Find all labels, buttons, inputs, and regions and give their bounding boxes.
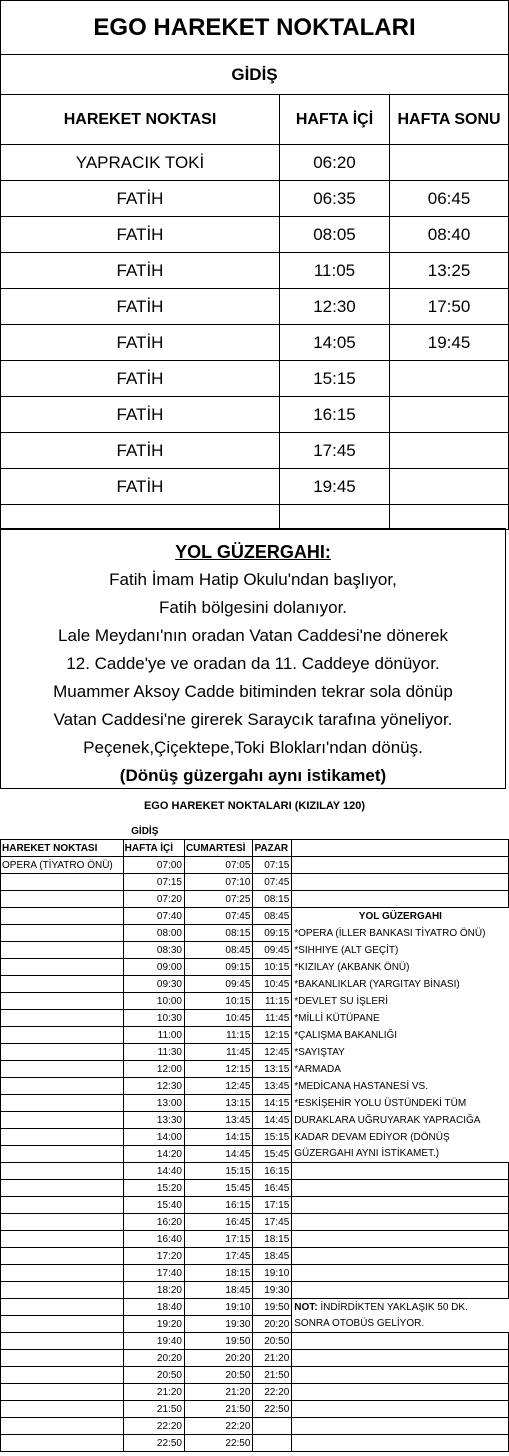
saturday-time: 17:15 [184, 1231, 252, 1248]
sunday-time: 15:15 [253, 1129, 292, 1146]
kizilay-header-pazar: PAZAR [253, 840, 292, 857]
table-row [1, 942, 509, 959]
kizilay-note: SONRA OTOBÜS GELİYOR. [294, 1318, 425, 1330]
sunday-time: 17:15 [253, 1197, 292, 1214]
saturday-time: 15:15 [184, 1163, 252, 1180]
kizilay-route-title: YOL GÜZERGAHI [358, 910, 442, 922]
saturday-time: 08:15 [184, 925, 252, 942]
sunday-time: 21:50 [253, 1367, 292, 1384]
saturday-time: 20:20 [184, 1350, 252, 1367]
saturday-time: 21:50 [184, 1401, 252, 1418]
sunday-time: 22:20 [253, 1384, 292, 1401]
table-row [1, 1214, 509, 1231]
weekday-time: 18:20 [123, 1282, 184, 1299]
sunday-time: 16:15 [253, 1163, 292, 1180]
saturday-time: 20:50 [184, 1367, 252, 1384]
table-row [1, 253, 509, 289]
weekday-time: 07:00 [123, 857, 184, 874]
weekday-time: 13:30 [123, 1112, 184, 1129]
kizilay-route-line: *BAKANLIKLAR (YARGITAY BİNASI) [294, 978, 460, 990]
sunday-time: 22:50 [253, 1401, 292, 1418]
weekday-time: 10:00 [123, 993, 184, 1010]
kizilay-route-line: *KIZILAY (AKBANK ÖNÜ) [294, 961, 410, 973]
weekday-time: 20:20 [123, 1350, 184, 1367]
table-row [1, 1010, 509, 1027]
table-row [1, 1078, 509, 1095]
weekday-time: 11:00 [123, 1027, 184, 1044]
weekday-time: 10:30 [123, 1010, 184, 1027]
table-row [1, 1367, 509, 1384]
sunday-time: 20:20 [253, 1316, 292, 1333]
table-row [1, 181, 509, 217]
kizilay-header-hareket-noktasi: HAREKET NOKTASI [1, 840, 124, 857]
saturday-time: 18:45 [184, 1282, 252, 1299]
table-row [1, 1384, 509, 1401]
weekday-time: 14:40 [123, 1163, 184, 1180]
kizilay-table-title: EGO HAREKET NOKTALARI (KIZILAY 120) [143, 800, 366, 812]
table-row [1, 1129, 509, 1146]
weekday-time: 15:15 [280, 361, 390, 397]
kizilay-header-hafta-ici: HAFTA İÇİ [123, 840, 184, 857]
departure-point: FATİH [1, 361, 280, 397]
weekday-time: 18:40 [123, 1299, 184, 1316]
weekday-time: 21:20 [123, 1384, 184, 1401]
kizilay-direction-label: GİDİŞ [131, 825, 159, 837]
sunday-time: 12:45 [253, 1044, 292, 1061]
weekend-time: 13:25 [390, 253, 509, 289]
note-text: İNDİRDİKTEN YAKLAŞIK 50 DK. [317, 1301, 468, 1313]
table-row [1, 1231, 509, 1248]
saturday-time: 14:45 [184, 1146, 252, 1163]
sunday-time: 10:15 [253, 959, 292, 976]
departure-point: FATİH [1, 289, 280, 325]
route-lines [1, 566, 505, 762]
sunday-time: 21:20 [253, 1350, 292, 1367]
sunday-time: 15:45 [253, 1146, 292, 1163]
table-row [1, 1044, 509, 1061]
saturday-time: 07:10 [184, 874, 252, 891]
table-row [1, 925, 509, 942]
saturday-time: 13:15 [184, 1095, 252, 1112]
weekend-time [390, 469, 509, 505]
saturday-time: 15:45 [184, 1180, 252, 1197]
sunday-time: 07:45 [253, 874, 292, 891]
header-hafta-ici: HAFTA İÇİ [280, 95, 390, 145]
sunday-time: 19:50 [253, 1299, 292, 1316]
weekday-time: 09:30 [123, 976, 184, 993]
weekday-time: 20:50 [123, 1367, 184, 1384]
table-row [1, 908, 509, 925]
weekday-time: 06:35 [280, 181, 390, 217]
saturday-time: 19:30 [184, 1316, 252, 1333]
table-row [1, 469, 509, 505]
departure-point: FATİH [1, 433, 280, 469]
weekday-time: 15:40 [123, 1197, 184, 1214]
weekday-time: 12:00 [123, 1061, 184, 1078]
weekday-time: 09:00 [123, 959, 184, 976]
sunday-time [253, 1418, 292, 1435]
table-row [1, 1401, 509, 1418]
departure-point: FATİH [1, 217, 280, 253]
route-line: Lale Meydanı'nın oradan Vatan Caddesi'ne dönerek [58, 626, 448, 645]
saturday-time: 09:15 [184, 959, 252, 976]
saturday-time: 10:15 [184, 993, 252, 1010]
saturday-time: 07:45 [184, 908, 252, 925]
kizilay-route-line: KADAR DEVAM EDİYOR (DÖNÜŞ [294, 1131, 450, 1143]
sunday-time: 08:45 [253, 908, 292, 925]
header-hareket-noktasi: HAREKET NOKTASI [1, 95, 280, 145]
weekday-time: 12:30 [280, 289, 390, 325]
sunday-time: 11:15 [253, 993, 292, 1010]
table-row [1, 1418, 509, 1435]
weekday-time: 06:20 [280, 145, 390, 181]
saturday-time: 22:20 [184, 1418, 252, 1435]
weekday-time: 16:40 [123, 1231, 184, 1248]
sunday-time: 12:15 [253, 1027, 292, 1044]
departure-point: FATİH [1, 253, 280, 289]
weekday-time: 15:20 [123, 1180, 184, 1197]
weekend-time [390, 145, 509, 181]
table-row [1, 891, 509, 908]
sunday-time: 19:10 [253, 1265, 292, 1282]
weekday-time: 14:05 [280, 325, 390, 361]
table-row [1, 1095, 509, 1112]
weekday-time: 14:00 [123, 1129, 184, 1146]
table-row [1, 1248, 509, 1265]
saturday-time: 18:15 [184, 1265, 252, 1282]
table-row [1, 1333, 509, 1350]
kizilay-note [292, 1299, 509, 1316]
saturday-time: 21:20 [184, 1384, 252, 1401]
kizilay-route-line: *DEVLET SU İŞLERİ [294, 995, 389, 1007]
weekday-time: 16:15 [280, 397, 390, 433]
weekday-time: 17:45 [280, 433, 390, 469]
kizilay-route-line: *SAYIŞTAY [294, 1046, 345, 1058]
table-row [1, 1350, 509, 1367]
sunday-time: 08:15 [253, 891, 292, 908]
table-row [1, 397, 509, 433]
saturday-time: 09:45 [184, 976, 252, 993]
sunday-time: 07:15 [253, 857, 292, 874]
saturday-time: 11:15 [184, 1027, 252, 1044]
top-schedule-table [0, 0, 509, 530]
table-row [1, 1265, 509, 1282]
departure-point: FATİH [1, 397, 280, 433]
weekend-time [390, 397, 509, 433]
kizilay-route-line: *ESKİŞEHİR YOLU ÜSTÜNDEKİ TÜM [294, 1097, 467, 1109]
saturday-time: 07:25 [184, 891, 252, 908]
table-row [1, 325, 509, 361]
top-direction-label: GİDİŞ [1, 55, 509, 95]
kizilay-header-cumartesi: CUMARTESİ [184, 840, 252, 857]
saturday-time: 07:05 [184, 857, 252, 874]
table-row [1, 217, 509, 253]
sunday-time: 13:45 [253, 1078, 292, 1095]
saturday-time: 16:45 [184, 1214, 252, 1231]
weekday-time: 07:40 [123, 908, 184, 925]
weekday-time: 19:20 [123, 1316, 184, 1333]
sunday-time: 18:15 [253, 1231, 292, 1248]
sunday-time: 14:45 [253, 1112, 292, 1129]
weekday-time: 08:05 [280, 217, 390, 253]
route-title: YOL GÜZERGAHI: [175, 542, 331, 562]
weekday-time: 22:50 [123, 1435, 184, 1452]
route-closing: (Dönüş güzergahı aynı istikamet) [119, 766, 387, 785]
sunday-time: 18:45 [253, 1248, 292, 1265]
saturday-time: 19:10 [184, 1299, 252, 1316]
route-line: Fatih İmam Hatip Okulu'ndan başlıyor, [109, 570, 397, 589]
weekday-time: 19:40 [123, 1333, 184, 1350]
weekday-time: 11:30 [123, 1044, 184, 1061]
table-row [1, 959, 509, 976]
weekday-time: 19:45 [280, 469, 390, 505]
saturday-time: 08:45 [184, 942, 252, 959]
kizilay-schedule-table [0, 823, 509, 1452]
table-row-empty [1, 505, 509, 530]
table-row [1, 1299, 509, 1316]
departure-point: YAPRACIK TOKİ [1, 145, 280, 181]
departure-point: FATİH [1, 181, 280, 217]
weekday-time: 17:40 [123, 1265, 184, 1282]
saturday-time: 17:45 [184, 1248, 252, 1265]
sunday-time: 13:15 [253, 1061, 292, 1078]
table-row [1, 361, 509, 397]
saturday-time: 12:15 [184, 1061, 252, 1078]
saturday-time: 12:45 [184, 1078, 252, 1095]
sunday-time: 09:15 [253, 925, 292, 942]
sunday-time: 16:45 [253, 1180, 292, 1197]
weekday-time: 17:20 [123, 1248, 184, 1265]
table-row [1, 1163, 509, 1180]
weekday-time: 07:15 [123, 874, 184, 891]
weekend-time: 06:45 [390, 181, 509, 217]
saturday-time: 22:50 [184, 1435, 252, 1452]
start-point: OPERA (TİYATRO ÖNÜ) [1, 857, 124, 874]
weekday-time: 11:05 [280, 253, 390, 289]
table-row [1, 1180, 509, 1197]
sunday-time: 19:30 [253, 1282, 292, 1299]
weekend-time: 17:50 [390, 289, 509, 325]
table-row [1, 1435, 509, 1452]
weekend-time [390, 361, 509, 397]
table-row [1, 1061, 509, 1078]
table-row [1, 1316, 509, 1333]
table-row [1, 857, 509, 874]
sunday-time: 14:15 [253, 1095, 292, 1112]
sunday-time: 11:45 [253, 1010, 292, 1027]
route-line: Vatan Caddesi'ne girerek Saraycık tarafına yöneliyor. [53, 710, 453, 729]
weekday-time: 08:00 [123, 925, 184, 942]
saturday-time: 11:45 [184, 1044, 252, 1061]
weekday-time: 12:30 [123, 1078, 184, 1095]
weekend-time: 19:45 [390, 325, 509, 361]
table-row [1, 1197, 509, 1214]
saturday-time: 14:15 [184, 1129, 252, 1146]
saturday-time: 10:45 [184, 1010, 252, 1027]
table-row [1, 433, 509, 469]
route-line: Muammer Aksoy Cadde bitiminden tekrar sola dönüp [53, 682, 453, 701]
header-hafta-sonu: HAFTA SONU [390, 95, 509, 145]
weekday-time: 21:50 [123, 1401, 184, 1418]
sunday-time: 17:45 [253, 1214, 292, 1231]
route-line: 12. Cadde'ye ve oradan da 11. Caddeye dönüyor. [66, 654, 440, 673]
kizilay-route-line: *ÇALIŞMA BAKANLIĞI [294, 1029, 398, 1041]
weekday-time: 14:20 [123, 1146, 184, 1163]
departure-point: FATİH [1, 469, 280, 505]
weekday-time: 07:20 [123, 891, 184, 908]
table-row [1, 1146, 509, 1163]
weekend-time: 08:40 [390, 217, 509, 253]
sunday-time: 10:45 [253, 976, 292, 993]
weekday-time: 08:30 [123, 942, 184, 959]
weekday-time: 13:00 [123, 1095, 184, 1112]
note-label: NOT: [294, 1301, 318, 1313]
route-description [0, 528, 506, 789]
saturday-time: 13:45 [184, 1112, 252, 1129]
sunday-time: 20:50 [253, 1333, 292, 1350]
sunday-time: 09:45 [253, 942, 292, 959]
table-row [1, 289, 509, 325]
route-line: Fatih bölgesini dolanıyor. [158, 598, 348, 617]
weekend-time [390, 433, 509, 469]
kizilay-route-line: DURAKLARA UĞRUYARAK YAPRACIĞA [294, 1114, 481, 1126]
kizilay-route-line: GÜZERGAHI AYNI İSTİKAMET.) [294, 1148, 440, 1160]
table-row [1, 1027, 509, 1044]
table-row [1, 874, 509, 891]
table-row [1, 993, 509, 1010]
kizilay-route-line: *SIHHIYE (ALT GEÇİT) [294, 944, 399, 956]
table-row [1, 145, 509, 181]
kizilay-route-line: *MİLLİ KÜTÜPANE [294, 1012, 380, 1024]
table-row [1, 976, 509, 993]
top-table-title: EGO HAREKET NOKTALARI [1, 1, 509, 55]
kizilay-route-line: *ARMADA [294, 1063, 341, 1075]
kizilay-route-line: *MEDİCANA HASTANESİ VS. [294, 1080, 429, 1092]
sunday-time [253, 1435, 292, 1452]
weekday-time: 16:20 [123, 1214, 184, 1231]
saturday-time: 16:15 [184, 1197, 252, 1214]
table-row [1, 1112, 509, 1129]
departure-point: FATİH [1, 325, 280, 361]
kizilay-route-line: *OPERA (İLLER BANKASI TİYATRO ÖNÜ) [294, 927, 486, 939]
saturday-time: 19:50 [184, 1333, 252, 1350]
weekday-time: 22:20 [123, 1418, 184, 1435]
table-row [1, 1282, 509, 1299]
route-line: Peçenek,Çiçektepe,Toki Blokları'ndan dönüş. [83, 738, 423, 757]
